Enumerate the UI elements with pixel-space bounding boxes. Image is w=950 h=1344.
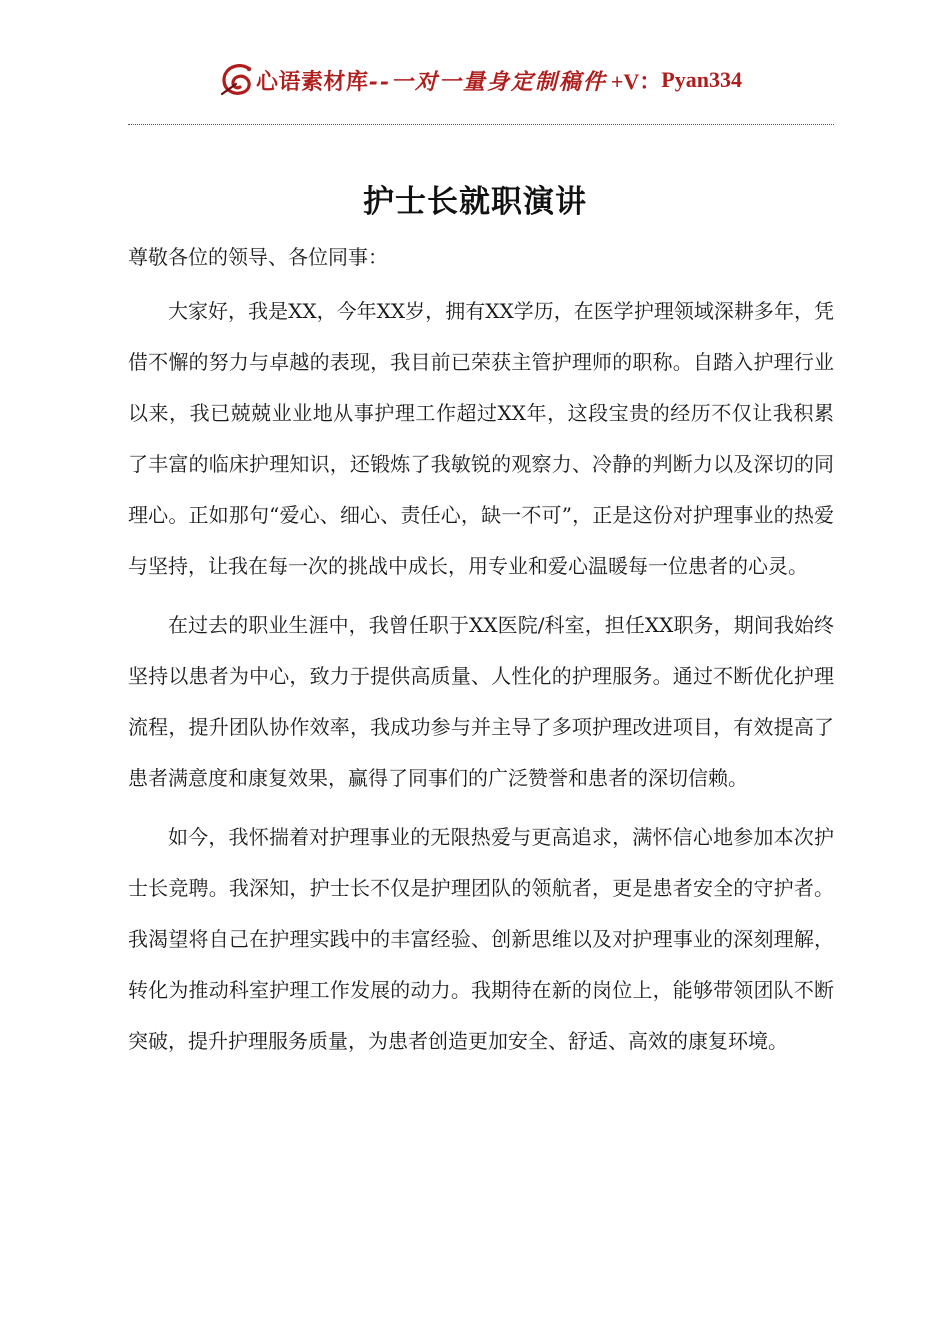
- header-banner: [218, 60, 742, 100]
- brush-swirl-logo-icon: [218, 60, 256, 100]
- contact-prefix: +V：: [610, 68, 662, 94]
- brand-name: 心语素材库: [256, 69, 369, 95]
- document-title: 护士长就职演讲: [363, 184, 587, 220]
- header-divider: [128, 124, 834, 125]
- document-body: [128, 236, 834, 1067]
- header-tagline: --一对一量身定制稿件: [368, 68, 607, 95]
- paragraph-3: 如今，我怀揣着对护理事业的无限热爱与更高追求，满怀信心地参加本次护士长竞聘。我深知，护士长不仅是护理团队的领航者，更是患者安全的守护者。我渴望将自己在护理实践中的丰富经验、创新思维以及对护理事业的深刻理解，转化为推动科室护理工作发展的动力。我期待在新的岗位上，能够带领团队不断突破，提升护理服务质量，为患者创造更加安全、舒适、高效的康复环境。: [128, 825, 834, 1053]
- contact-id: Pyan334: [661, 67, 742, 92]
- paragraph-2: 在过去的职业生涯中，我曾任职于XX医院/科室，担任XX职务，期间我始终坚持以患者为中心，致力于提供高质量、人性化的护理服务。通过不断优化护理流程，提升团队协作效率，我成功参与并主导了多项护理改进项目，有效提高了患者满意度和康复效果，赢得了同事们的广泛赞誉和患者的深切信赖。: [128, 613, 834, 790]
- page-header: [0, 58, 950, 102]
- salutation: 尊敬各位的领导、各位同事：: [128, 245, 388, 269]
- paragraph-1: 大家好，我是XX，今年XX岁，拥有XX学历，在医学护理领域深耕多年，凭借不懈的努力与卓越的表现，我目前已荣获主管护理师的职称。自踏入护理行业以来，我已兢兢业业地从事护理工作超过XX年，这段宝贵的经历不仅让我积累了丰富的临床护理知识，还锻炼了我敏锐的观察力、冷静的判断力以及深切的同理心。正如那句“爱心、细心、责任心，缺一不可”，正是这份对护理事业的热爱与坚持，让我在每一次的挑战中成长，用专业和爱心温暖每一位患者的心灵。: [128, 299, 834, 578]
